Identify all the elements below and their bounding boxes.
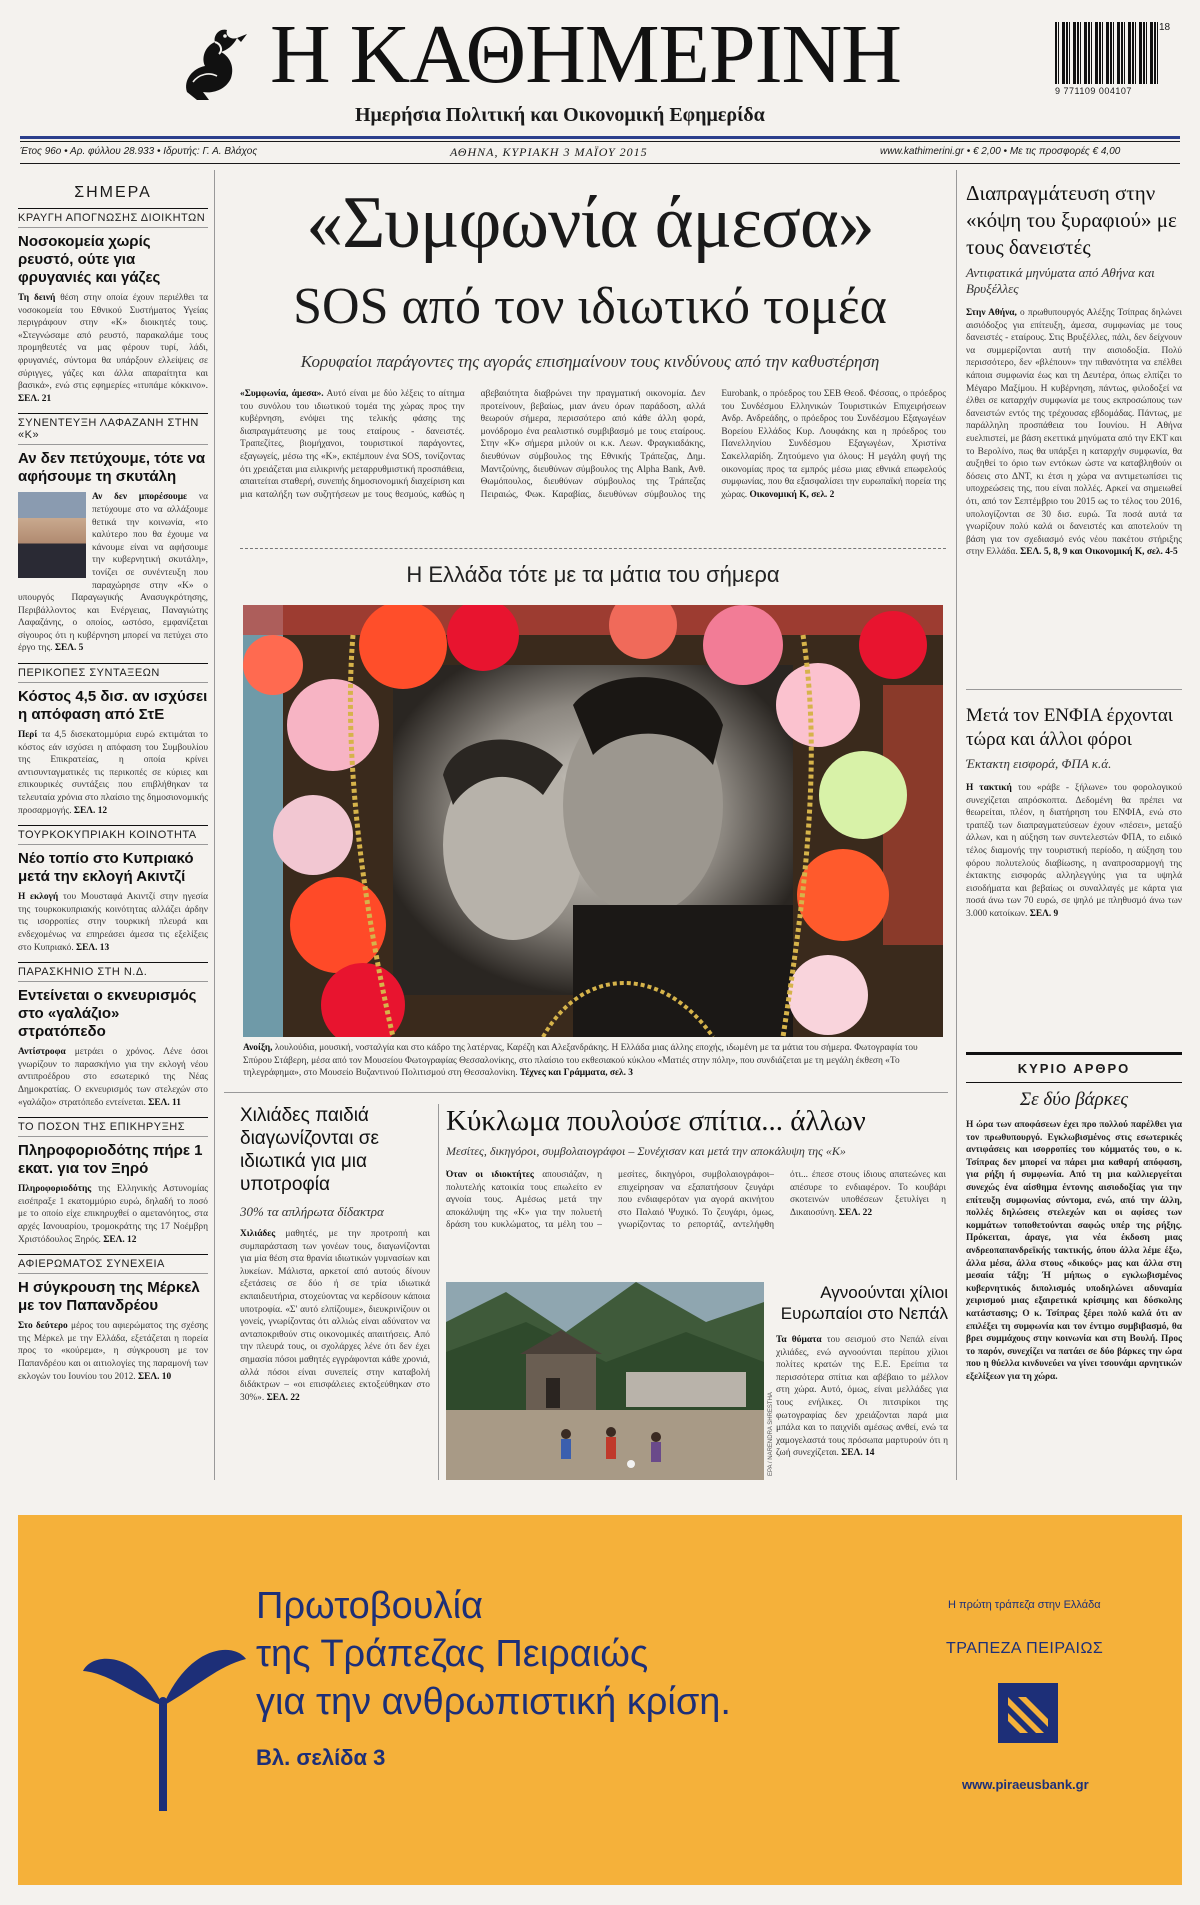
left-item-headline[interactable]: Νέο τοπίο στο Κυπριακό μετά την εκλογή Ακιντζί [18,850,194,886]
left-item-body [18,1046,208,1109]
ad-line-1: Πρωτοβουλία [256,1585,483,1627]
right-column-rule [966,689,1182,690]
ad-tagline: Η πρώτη τράπεζα στην Ελλάδα [948,1599,1101,1611]
barcode-number: 9 771109 004107 [1055,86,1132,96]
left-item-text: του Μουσταφά Ακιντζί στην ηγεσία της τουρκοκυπριακής κοινότητας αλλάζει άρδην τις ισορροπίες στην τουρκική πλευρά και ενδεχομένως να επηρεάσει άμεσα τις εξελίξεις στο Κυπριακό. [18,892,208,953]
left-news-item [18,962,208,1109]
left-item-ref[interactable]: ΣΕΛ. 21 [18,393,52,404]
ad-line-3: για την ανθρωπιστική κρίση. [256,1681,731,1723]
nepal-story-lead: Τα θύματα [776,1335,822,1345]
nepal-photo [446,1282,764,1480]
left-news-item [18,1117,208,1246]
left-item-text: της Ελληνικής Αστυνομίας εισέπραξε 1 εκατομμύριο ευρώ, δηλαδή το ποσό με το οποίο είχε επικηρυχθεί ο αμετανόητος, στα αρχές Ιανουαρίου, τρομοκράτης της 17 Νοέμβρη Χριστόδουλος Ξηρός. [18,1184,208,1245]
children-story-body [240,1228,430,1404]
right-story2-headline: Μετά τον ΕΝΦΙΑ έρχονται τώρα και άλλοι φόροι [966,705,1173,750]
main-story-lead: «Συμφωνία, άμεσα». [240,389,324,399]
masthead-rule-thin [20,141,1180,142]
griffin-logo-icon [175,22,251,102]
sprout-icon [78,1611,248,1811]
left-item-ref[interactable]: ΣΕΛ. 10 [138,1371,172,1382]
left-item-body [18,292,208,405]
left-item-kicker: ΠΑΡΑΣΚΗΝΙΟ ΣΤΗ Ν.Δ. [18,966,148,979]
left-item-ref[interactable]: ΣΕΛ. 12 [103,1234,137,1245]
main-story-body [240,388,946,536]
left-item-text: να πετύχουμε στο να αλλάξουμε θετικά την κοινωνία, «το καλύτερο που θα έχουμε να κάνουμε είναι να αφήσουμε την κυβερνητική σκυτάλη», τονίζει σε συνέντευξη που παραχώρησε στην «Κ» ο υπουργός Παραγωγικής Ανασυγκρότησης, Περιβάλλοντος και Ενέργειας, Παναγιώτης Λαφαζάνης, ο οποίος, ωστόσο, εμφανίζεται σίγουρος ότι η κυβέρνηση μπορεί να πετύχει στο έργο της. [18,492,208,654]
editorial-label: ΚΥΡΙΟ ΑΡΘΡΟ [1017,1061,1131,1076]
left-item-body [18,729,208,817]
lower-divider-h [224,1092,948,1093]
ad-line-2: της Τράπεζας Πειραιώς [256,1633,649,1675]
left-item-text: τα 4,5 δισεκατομμύρια ευρώ εκτιμάται το κόστος εάν ισχύσει η απόφαση του Συμβουλίου της Επικρατείας, η οποία κρίνει αντισυνταγματικές τις περικοπές σε κύριες και επικουρικές συντάξεις που επιβλήθηκαν τα τελευταία χρόνια στο πλαίσιο της δημοσιονομικής προσαρμογής. [18,730,208,816]
left-news-item [18,663,208,817]
right-story1-headline: Διαπραγμάτευση στην «κόψη του ξυραφιού» με τους δανειστές [966,181,1177,259]
editorial-label-rule [966,1082,1182,1083]
masthead-rule-blue [20,136,1180,139]
left-news-item [18,1254,208,1383]
left-item-lead: Στο δεύτερο [18,1321,68,1332]
masthead [0,0,1200,140]
right-column [966,180,1182,960]
left-item-text: μετράει ο χρόνος. Λένε όσοι γνωρίζουν το παρασκήνιο για την εκλογή νέου αντιπροέδρου στο εσωτερικό της Νέας Δημοκρατίας. Ο εκνευρισμός των στελεχών στο «γαλάζιο» στρατόπεδο εντείνεται. [18,1047,208,1108]
masthead-subtitle: Ημερήσια Πολιτική και Οικονομική Εφημερίδα [355,104,765,126]
left-news-item [18,208,208,405]
issue-meta-left: Έτος 96ο • Αρ. φύλλου 28.933 • Ιδρυτής: Γ. Α. Βλάχος [20,146,258,157]
piraeus-logo-icon [998,1683,1058,1743]
barcode [1055,22,1175,100]
left-column-header: ΣΗΜΕΡΑ [74,184,152,201]
photo-caption-lead: Ανοίξη, [243,1043,273,1053]
photo-feature-image [243,605,943,1037]
left-item-headline[interactable]: Πληροφοριοδότης πήρε 1 εκατ. για τον Ξηρό [18,1142,203,1178]
ad-page-ref[interactable]: Βλ. σελίδα 3 [256,1745,386,1770]
editorial-box [966,1052,1182,1482]
left-item-kicker: ΤΟΥΡΚΟΚΥΠΡΙΑΚΗ ΚΟΙΝΟΤΗΤΑ [18,829,197,842]
children-story-divider [438,1104,439,1480]
main-headline-2: SOS από τον ιδιωτικό τομέα [293,278,887,335]
meta-rule [20,163,1180,164]
left-news-item [18,413,208,655]
left-column-items [18,208,208,1383]
main-deck: Κορυφαίοι παράγοντες της αγοράς επισημαίνουν τους κινδύνους από την καθυστέρηση [300,352,880,371]
right-story1-text: ο πρωθυπουργός Αλέξης Τσίπρας δηλώνει αισιόδοξος για επίτευξη, άμεσα, συμφωνίας με τους δανειστές - εταίρους. Στις Βρυξέλλες, πάλι, δεν δείχνουν να συμμερίζονται αυτή την αισιοδοξία. Πολύ περισσότερο, δεν «βλέπουν» την πιθανότητα να επέλθει κάποια συμφωνία έως και τη Δευτέρα, όπως ελπίζει το Μέγαρο Μαξίμου. Η κυβέρνηση, πάντως, φιλοδοξεί να έλθει σε καταρχήν συμφωνία με τους εκπροσώπους των δανειστών εντός της τρέχουσας εβδομάδας. Πάντως, με παράλληλη προσπάθεια του Ιουνίου. Η Αθήνα ευελπιστεί, με βάση εκεττικά μηνύματα από την ΕΚΤ και το Βερολίνο, πως θα υπάρξει η καταρχήν συμφωνία, θα αυξηθεί το όριο των εντόκων ώστε να καταβληθούν οι δόσεις στο ΔΝΤ, κι έτσι η χώρα να αντιμετωπίσει τις υποχρεώσεις της, που είναι πολλές. Αρκεί να σημειωθεί ότι, από τον Σεπτέμβριο του 2015 ως το τέλος του 2016, υπολογίζονται σε 30 δισ. ευρώ. Τα ποσά αυτά τα γνωρίζουν πολύ καλά οι δανειστές και αποτελούν τη βάση για τον σχεδιασμό ενός νέου πακέτου στήριξης στην Ελλάδα. [966,308,1182,558]
lafazanis-portrait [18,492,86,578]
ad-bank-name: ΤΡΑΠΕΖΑ ΠΕΙΡΑΙΩΣ [946,1640,1104,1657]
barcode-issue: 18 [1159,22,1171,33]
left-item-ref[interactable]: ΣΕΛ. 11 [148,1097,181,1108]
nepal-story [776,1282,948,1482]
photo-feature-title: Η Ελλάδα τότε με τα μάτια του σήμερα [406,562,780,587]
ring-story [446,1104,946,1264]
nepal-story-ref: ΣΕΛ. 14 [841,1448,875,1459]
main-story-text: Αυτό είναι με δύο λέξεις το αίτημα του συνόλου του ιδιωτικού τομέα της χώρας προς την κυβέρνηση, ενόψει της τελικής φάσης της διαπραγμάτευσης με τους εταίρους - δανειστές. Τραπεζίτες, βιομήχανοι, τουριστικοί παράγοντες, εξαγωγείς, μέσω της «Κ», εκπέμπουν ένα SOS, τονίζοντας ότι χρειάζεται μια ειλικρινής μεταρρυθμιστική προσπάθεια, απαιτείται σταθερή, συνεπής δημοσιονομική διαχείριση και μια καταλήξη των συζητήσεων με τους θεσμούς, καθώς η αβεβαιότητα διαβρώνει την πραγματική οικονομία. Δεν προτείνουν, βεβαίως, μιαν άνευ όρων παράδοση, αλλά θεωρούν σήμερα, περισσότερο από κάθε άλλη φορά, μονόδρομο ένα ρεαλιστικό συμβιβασμό με τους εταίρους. Στην «Κ» σήμερα μιλούν οι κ.κ. Λεων. Φραγκιαδάκης, διευθύνων σύμβουλος της Εθνικής Τράπεζας, Δημ. Μαντζούνης, διευθύνων σύμβουλος της Alpha Bank, Ανθ. Θωμόπουλος, διευθύνων σύμβουλος της Τράπεζας Πειραιώς, Φωκ. Καραβίας, διευθύνων σύμβουλος της Eurobank, ο πρόεδρος του ΣΕΒ Θεοδ. Φέσσας, ο πρόεδρος του Συνδέσμου Ελληνικών Τουριστικών Επιχειρήσεων Ανδρ. Ανδρεάδης, ο πρόεδρος του Συνδέσμου Εξαγωγέων Βορείου Ελλάδος Κυρ. Λουφάκης και η πρόεδρος του Πανελληνίου Συνδέσμου Εξαγωγέων, Χριστίνα Σακελλαρίδη. Ζητούμενο για όλους: Η μεγάλη φυγή της οικονομίας προς τα εμπρός μέσω μιας εθνικά επωφελούς συμφωνίας, που θα εξασφαλίσει την ευρωπαϊκή πορεία της χώρας. [240,389,946,500]
left-item-lead: Η εκλογή [18,892,59,903]
editorial-headline: Σε δύο βάρκες [1019,1089,1129,1110]
left-item-body [18,1183,208,1246]
left-item-lead: Περί [18,730,38,741]
ring-story-deck: Μεσίτες, δικηγόροι, συμβολαιογράφοι – Συνέχισαν και μετά την αποκάλυψη της «Κ» [446,1144,846,1158]
right-story2-ref: ΣΕΛ. 9 [1029,908,1059,919]
right-story1-body [966,307,1182,677]
barcode-bars [1055,22,1159,84]
left-item-ref[interactable]: ΣΕΛ. 13 [76,942,110,953]
ring-story-lead: Όταν οι ιδιοκτήτες [446,1170,534,1180]
issue-meta-right: www.kathimerini.gr • € 2,00 • Με τις προσφορές € 4,00 [880,146,1121,157]
left-item-kicker: ΠΕΡΙΚΟΠΕΣ ΣΥΝΤΑΞΕΩΝ [18,667,160,680]
right-story2-lead: Η τακτική [966,783,1012,793]
nepal-story-body [776,1334,948,1460]
right-story2-text: του «ράβε - ξήλωνε» του φορολογικού συνεχίζεται απρόσκοπτα. Δεδομένη θα πρέπει να θεωρείται, πλέον, η διατήρηση του ΕΝΦΙΑ, ενώ στο τραπέζι των διαπραγματεύσεων έχουν «πέσει», μεταξύ άλλων, και η αύξηση των συντελεστών ΦΠΑ, το ειδικό τέλος διαμονής την τουριστική περίοδο, η αύξηση του φόρου πολυτελούς διαβίωσης, η αναπροσαρμογή της έκτακτης εισφοράς αλληλεγγύης για τα υψηλά εισοδήματα και βεβαίως οι συναλλαγές με κάρτα για ποσά άνω των 70 ευρώ, σε ψηλό με πληθυσμό άνω των 3.000 κατοίκων. [966,783,1182,919]
main-story-dashed-rule [240,548,946,549]
left-item-body [18,1320,208,1383]
ad-url[interactable]: www.piraeusbank.gr [962,1777,1089,1792]
issue-date: ΑΘΗΝΑ, ΚΥΡΙΑΚΗ 3 ΜΑΪΟΥ 2015 [450,145,648,159]
left-item-lead: Αν δεν μπορέσουμε [92,492,188,503]
editorial-body: Η ώρα των αποφάσεων έχει προ πολλού παρέλθει για τον πρωθυπουργό. Εγκλωβισμένος στις εσωτερικές αντιφάσεις και ισορροπίες του κόμματός του, ο κ. Τσίπρας δεν μπορεί να πάρει μια καθαρή απόφαση, για ρήξη ή συμφωνία. Από τη μια καλλιεργείται συνεχώς ένα αίσθημα έντονης αισιοδοξίας για την επίτευξη συμφωνίας σύντομα, ενώ, από την άλλη, πολλές δηλώσεις στελεχών και οι αφίσες των κομμάτων τοποθετούνται σαφώς υπέρ της ρήξης. Πρόκειται, άραγε, για νέα έκδοση μιας ανδρεοπαπανδρεϊκής τακτικής, όπου άλλα λέμε έξω, άλλα μέσα, άλλα στους «δικούς» μας και άλλα στη μεσαία τάξη; Ή μήπως ο εγκλωβισμένος κυβερνητικός διπολισμός υποδηλώνει αδυναμία χειρισμού μιας εξαιρετικά κρίσιμης και δύσκολης κατάστασης; Ο κ. Τσίπρας ξέρει πολύ καλά ότι αν επιλέξει τη συμφωνία και τον έντιμο συμβιβασμό, θα βρει συμμάχους στην κοινωνία και στη Βουλή. Προς το παρόν, συνεχίζει να πατάει σε δύο βάρκες την ώρα που η θύελλα κινδυνεύει να γίνει τσουνάμι αρνητικών εξελίξεων για τη χώρα. [966,1120,1182,1382]
left-item-headline[interactable]: Νοσοκομεία χωρίς ρευστό, ούτε για φρυγανιές και γάζες [18,233,161,286]
left-item-text: θέση στην οποία έχουν περιέλθει τα νοσοκομεία του Εθνικού Συστήματος Υγείας περιγράφουν στην «Κ» διοικητές τους. «Στεγνώσαμε από ρευστό, παρακαλάμε τους προμηθευτές να μας φέρουν τυρί, λάδι, φρυγανιές, σύντομα θα υπάρξουν ελλείψεις σε σύριγγες, γάζες και άλλα απαραίτητα και βασικά», ενώ στις εφημερίες «ιτυπάμε κόκκινο». [18,293,208,392]
main-headline: «Συμφωνία άμεσα» [306,182,874,264]
children-story-text: μαθητές, με την προτροπή και συμπαράσταση των γονέων τους, διαγωνίζονται για μία θέση στα θρανία ιδιωτικών γυμνασίων και λυκείων. Μάλιστα, αρκετοί από αυτούς δίνουν εξετάσεις σε δύο ή σε τρία ιδιωτικά εκπαιδευτήρια, στοχεύοντας να κερδίσουν κάποια υποτροφία. «Σ' αυτό ελπίζουμε», διευκρινίζουν οι γονείς, γνωρίζοντας ότι αλλιώς είναι αδύνατον να ανταποκριθούν στις οικονομικές απαιτήσεις. Από την πλευρά τους, οι σχολάρχες λένε ότι δεν έχει σημασία πόσοι μαθητές εγγράφονται κάθε χρονιά, αλλά πόσοι είναι συνεπείς στην καταβολή διδάκτρων – «οι επισφάλειες εκτοξεύθηκαν στο 30%». [240,1229,430,1403]
nepal-story-text: του σεισμού στο Νεπάλ είναι χιλιάδες, ενώ αγνοούνται περίπου χίλιοι πολίτες κρατών της Ε.Ε. Ερείπια τα περισσότερα σπίτια και αβέβαιο το μέλλον στη χώρα. Αυτό, όμως, είναι μελλάδες για τους ενήλικες. Οι πιτσιρίκοι της φωτογραφίας δεν χρειάζονται παρά μια μπάλα και το παιχνίδι αμέσως ανθεί, ενώ τα χαμογελαστά τους πρόσωπα μαρτυρούν ότι η ζωή συνεχίζεται. [776,1335,948,1459]
left-item-kicker: ΚΡΑΥΓΗ ΑΠΟΓΝΩΣΗΣ ΔΙΟΙΚΗΤΩΝ [18,212,206,224]
left-column [18,170,208,1485]
right-story1-lead: Στην Αθήνα, [966,308,1017,318]
ring-story-headline: Κύκλωμα πουλούσε σπίτια... άλλων [446,1105,866,1137]
children-story-ref: ΣΕΛ. 22 [266,1392,300,1403]
left-item-headline[interactable]: Αν δεν πετύχουμε, τότε να αφήσουμε τη σκυτάλη [18,450,206,486]
left-item-lead: Τη δεινή [18,293,56,303]
right-story1-deck: Αντιφατικά μηνύματα από Αθήνα και Βρυξέλλες [966,265,1155,296]
left-item-lead: Αντίστροφα [18,1047,66,1058]
left-item-lead: Πληροφοριοδότης [18,1184,92,1195]
nepal-photo-credit: EPA / NARENDRA SHRESTHA [768,1392,774,1476]
left-item-headline[interactable]: Κόστος 4,5 δισ. αν ισχύσει η απόφαση από ΣτΕ [18,688,208,724]
right-story2-deck: Έκτακτη εισφορά, ΦΠΑ κ.ά. [966,756,1112,771]
nepal-story-headline: Αγνοούνται χίλιοι Ευρωπαίοι στο Νεπάλ [780,1283,948,1323]
left-item-body [18,891,208,954]
right-story1-ref: ΣΕΛ. 5, 8, 9 και Οικονομική Κ, σελ. 4-5 [1020,547,1178,558]
children-story [240,1104,430,1482]
right-column-divider [956,170,957,1480]
ring-story-body [446,1169,946,1239]
main-story-ref: Οικονομική Κ, σελ. 2 [749,489,835,500]
left-item-text: μέρος του αφιερώματος της σχέσης της Μέρκελ με την Ελλάδα, εξετάζεται η πορεία προς το «κούρεμα», η σύγκρουση με τον Παπανδρέου και οι αιτιολογίες της παραμονή των εκλογών του Ιουνίου του 2012. [18,1321,208,1382]
left-item-kicker: ΣΥΝΕΝΤΕΥΞΗ ΛΑΦΑΖΑΝΗ ΣΤΗΝ «Κ» [18,417,199,442]
left-column-divider [214,170,215,1480]
right-story2-body [966,782,1182,960]
photo-caption-ref: Τέχνες και Γράμματα, σελ. 3 [519,1068,633,1079]
left-item-headline[interactable]: Η σύγκρουση της Μέρκελ με τον Παπανδρέου [18,1279,200,1315]
ring-story-ref: ΣΕΛ. 22 [838,1207,873,1218]
left-item-headline[interactable]: Εντείνεται ο εκνευρισμός στο «γαλάζιο» στρατόπεδο [18,987,197,1041]
children-story-headline: Χιλιάδες παιδιά διαγωνίζονται σε ιδιωτικά για μια υποτροφία [240,1105,379,1195]
piraeus-bank-ad[interactable] [18,1515,1182,1885]
ring-story-text: απουσιάζαν, η πολυτελής κατοικία τους επωλείτο εν αγνοία τους. Αμέσως μετά την αποκάλυψη της «Κ» για την πολυετή δράση του κυκλώματος, τα μέλη του –μεσίτες, δικηγόροι, συμβολαιογράφοι– επιχείρησαν να εξαπατήσουν ζευγάρι που ενδιαφερόταν για αγορά ακινήτου στο Παλαιό Ψυχικό. Το ζευγάρι, όμως, γνωρίζοντας το ρεπορτάζ, αντελήφθη ότι... έπεσε στους ίδιους απατεώνες και απέσυρε το ενδιαφέρον. Το κουβάρι σκοτεινών υποθέσεων ξετυλίγει η Δικαιοσύνη. [446,1170,946,1231]
left-item-kicker: ΑΦΙΕΡΩΜΑΤΟΣ ΣΥΝΕΧΕΙΑ [18,1258,165,1271]
left-item-ref[interactable]: ΣΕΛ. 5 [54,643,84,654]
photo-caption [243,1042,943,1082]
masthead-title: Η ΚΑΘΗΜΕΡΙΝΗ [270,8,901,101]
left-item-kicker: ΤΟ ΠΟΣΟΝ ΤΗΣ ΕΠΙΚΗΡΥΞΗΣ [18,1121,185,1134]
left-news-item [18,825,208,954]
photo-caption-text: λουλούδια, μουσική, νοσταλγία και στο κάδρο της λατέρνας, Καρέζη και Αλεξανδράκης. Η Ελλάδα μιας άλλης εποχής, ιδωμένη με τα μάτια του σήμερα. Φωτογραφία του Σπύρου Στάβερη, μέσα από τον Μουσείου Φωτογραφίας Θεσσαλονίκης, στο πλαίσιο του εκθεσιακού κύκλου «Ματιές στην πόλη», που συνδιάζεται με τη μεγάλη έκθεση «Το τηλεγράφημα», στο Μουσείο Βυζαντινού Πολιτισμού στη Θεσσαλονίκη. [243,1043,918,1079]
children-story-deck: 30% τα απλήρωτα δίδακτρα [240,1204,384,1219]
left-item-ref[interactable]: ΣΕΛ. 12 [73,805,108,816]
children-story-lead: Χιλιάδες [240,1229,276,1239]
